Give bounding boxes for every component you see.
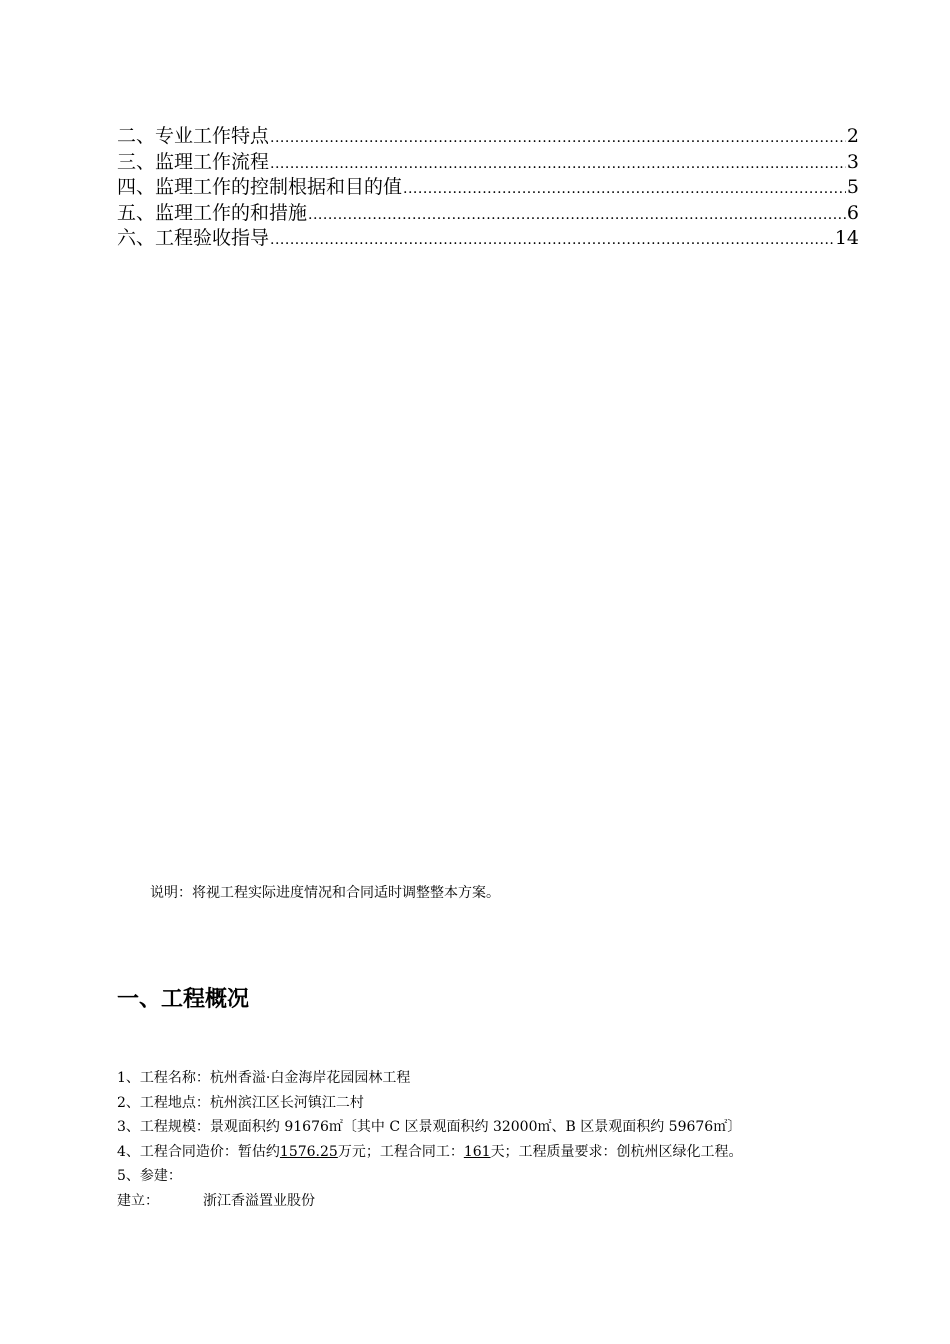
project-parties: 5、参建：	[117, 1168, 182, 1184]
duration-suffix: 天；工程质量要求：创杭州区绿化工程。	[490, 1143, 743, 1160]
toc-leader-dots	[308, 203, 846, 229]
toc-entry-5[interactable]	[117, 201, 859, 227]
toc-entry-title: 四、监理工作的控制根据和目的值	[117, 176, 403, 198]
project-location: 2、工程地点：杭州滨江区长河镇江二村	[117, 1094, 364, 1111]
section-heading: 一、工程概况	[117, 987, 250, 1012]
toc-leader-dots	[270, 152, 846, 178]
duration-value: 161	[463, 1143, 491, 1160]
toc-entry-title: 六、工程验收指导	[117, 227, 270, 249]
toc-leader-dots	[270, 126, 846, 152]
cost-unit: 万元；工程合同工：	[337, 1143, 464, 1160]
cost-value: 1576.25	[279, 1143, 338, 1160]
note-text: 说明：将视工程实际进度情况和合同适时调整整本方案。	[150, 885, 500, 901]
project-name: 1、工程名称：杭州香溢·白金海岸花园园林工程	[117, 1070, 411, 1086]
toc-entry-title: 二、专业工作特点	[117, 125, 270, 147]
project-cost	[117, 1140, 877, 1165]
toc-entry-title: 三、监理工作流程	[117, 150, 270, 173]
toc-entry-6[interactable]	[117, 226, 859, 252]
builder-value: 浙江香溢置业股份	[203, 1192, 315, 1209]
cost-prefix: 4、工程合同造价：暂估约	[117, 1143, 280, 1160]
project-info-list	[117, 1066, 877, 1213]
toc-leader-dots	[403, 177, 846, 203]
toc-entry-page: 2	[846, 125, 859, 147]
builder-label: 建立：	[117, 1192, 159, 1209]
toc-entry-4[interactable]	[117, 175, 859, 201]
table-of-contents	[117, 124, 859, 252]
toc-entry-page: 3	[846, 150, 859, 173]
toc-entry-page: 5	[846, 176, 859, 198]
project-scale: 3、工程规模：景观面积约 91676㎡〔其中 C 区景观面积约 32000㎡、B 区景观面积约 59676㎡〕	[117, 1119, 742, 1135]
toc-entry-page: 14	[834, 227, 859, 249]
toc-entry-title: 五、监理工作的和措施	[117, 201, 308, 224]
project-builder	[117, 1189, 877, 1214]
toc-entry-3[interactable]	[117, 150, 859, 176]
toc-entry-2[interactable]	[117, 124, 859, 150]
toc-entry-page: 6	[846, 201, 859, 224]
toc-leader-dots	[270, 228, 834, 254]
